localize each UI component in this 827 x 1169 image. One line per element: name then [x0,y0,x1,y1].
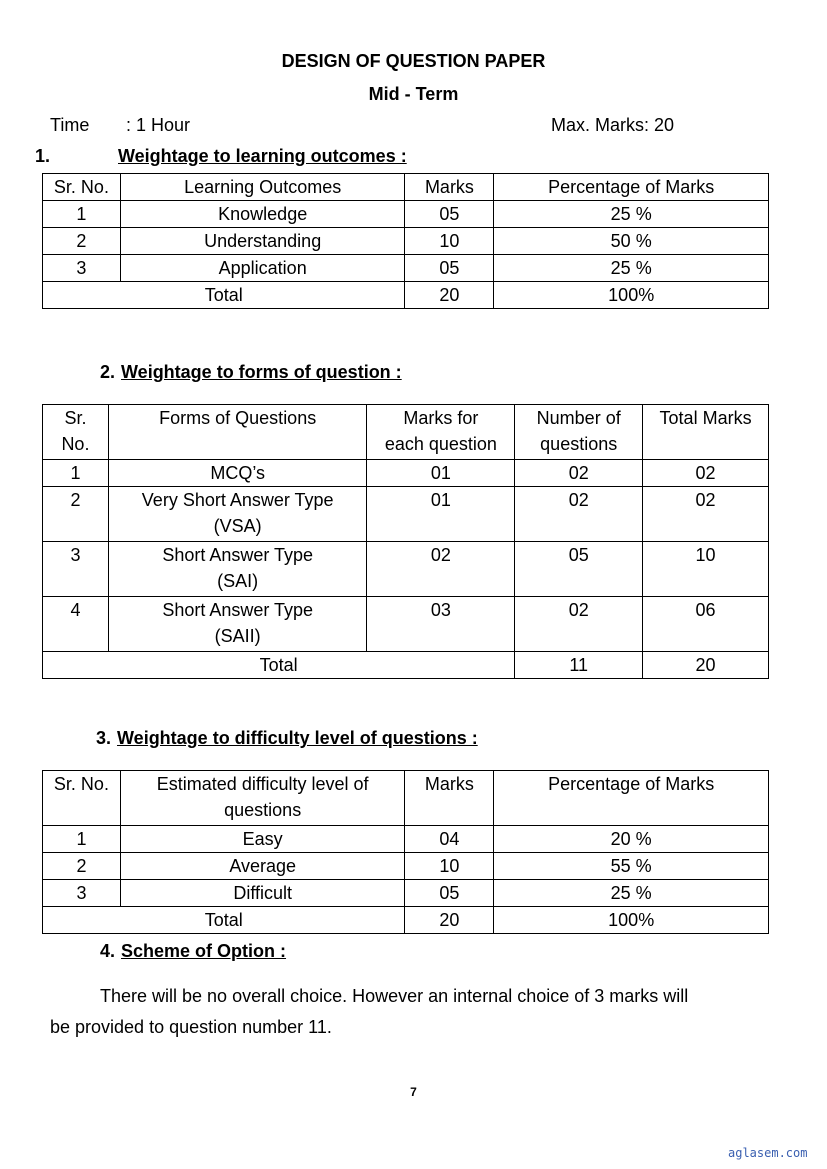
cell: Difficult [120,880,405,907]
cell-line: Short Answer Type [162,545,314,565]
total-percentage: 100% [494,282,769,309]
cell: MCQ’s [108,460,367,487]
table-row [43,853,769,880]
section-2-heading: Weightage to forms of question : [121,362,402,382]
cell: 05 [405,201,494,228]
cell: 02 [515,597,643,652]
cell: Knowledge [120,201,405,228]
cell: 10 [405,228,494,255]
table-row [43,460,769,487]
section-1-number: 1. [35,146,51,166]
header-cell: Sr. No. [43,174,121,201]
cell: 25 % [494,201,769,228]
cell [108,487,367,542]
header-cell: Percentage of Marks [494,771,769,826]
total-marks: 20 [643,652,769,679]
cell-line: Very Short Answer Type [141,490,334,510]
cell: 3 [43,880,121,907]
cell: 55 % [494,853,769,880]
total-row [43,282,769,309]
section-4-heading: Scheme of Option : [121,941,287,961]
cell: Understanding [120,228,405,255]
cell-line: (SAII) [214,626,261,646]
cell: 10 [405,853,494,880]
cell: 06 [643,597,769,652]
cell: 4 [43,597,109,652]
cell: 05 [405,880,494,907]
cell: 2 [43,487,109,542]
total-label: Total [43,282,405,309]
cell-line: (SAI) [217,571,259,591]
cell: Application [120,255,405,282]
cell: 1 [43,826,121,853]
table-row [43,542,769,597]
total-row [43,652,769,679]
cell: 02 [515,487,643,542]
table-header-row [43,405,769,460]
table-header-row [43,771,769,826]
header-cell [515,405,643,460]
cell: 02 [367,542,515,597]
cell [108,542,367,597]
table-row [43,255,769,282]
learning-outcomes-table [42,173,769,309]
cell: 05 [405,255,494,282]
cell: 02 [515,460,643,487]
cell: 02 [643,460,769,487]
cell-line: Short Answer Type [162,600,314,620]
header-sr-line2: No. [61,434,90,454]
section-3-heading: Weightage to difficulty level of questions : [117,728,478,748]
cell: 1 [43,201,121,228]
total-label: Total [43,652,515,679]
header-cell [43,405,109,460]
cell: 03 [367,597,515,652]
header-cell [367,405,515,460]
cell: 20 % [494,826,769,853]
cell [108,597,367,652]
page-subtitle: Mid - Term [368,84,459,104]
header-cell: Marks [405,174,494,201]
header-cell: Total Marks [643,405,769,460]
section-1-heading [118,146,407,167]
section-4-title [100,941,286,962]
header-line: questions [540,434,618,454]
time-value: : 1 Hour [126,115,191,135]
total-marks: 20 [405,907,494,934]
table-row [43,201,769,228]
table-row [43,228,769,255]
table-row [43,880,769,907]
section-3-title [96,728,478,749]
section-2-title [100,362,402,383]
header-cell: Marks [405,771,494,826]
section-2-number: 2. [100,362,116,382]
difficulty-level-table [42,770,769,934]
cell: 04 [405,826,494,853]
header-cell: Sr. No. [43,771,121,826]
section-3-number: 3. [96,728,112,748]
total-percentage: 100% [494,907,769,934]
cell: 02 [643,487,769,542]
page-title: DESIGN OF QUESTION PAPER [281,51,546,71]
scheme-paragraph-line-1: There will be no overall choice. However an internal choice of 3 marks will [100,986,689,1006]
header-line: each question [384,434,497,454]
cell: 50 % [494,228,769,255]
table-row [43,826,769,853]
total-marks: 20 [405,282,494,309]
header-sr-line1: Sr. [64,408,87,428]
header-line: Estimated difficulty level of [156,774,369,794]
forms-of-question-table [42,404,769,679]
cell: 3 [43,542,109,597]
cell: 3 [43,255,121,282]
cell: 2 [43,228,121,255]
cell: Easy [120,826,405,853]
header-cell: Forms of Questions [108,405,367,460]
page-number: 7 [410,1085,417,1099]
cell: 25 % [494,880,769,907]
header-line: questions [224,800,302,820]
table-header-row [43,174,769,201]
table-row [43,597,769,652]
section-4-number: 4. [100,941,116,961]
cell: 10 [643,542,769,597]
cell: 2 [43,853,121,880]
cell: 1 [43,460,109,487]
max-marks: Max. Marks: 20 [551,115,675,135]
cell: 01 [367,460,515,487]
total-questions: 11 [515,652,643,679]
total-label: Total [43,907,405,934]
table-row [43,487,769,542]
cell-line: (VSA) [213,516,262,536]
total-row [43,907,769,934]
watermark: aglasem.com [728,1146,808,1160]
cell: 05 [515,542,643,597]
scheme-paragraph-line-2: be provided to question number 11. [50,1017,332,1037]
header-cell: Learning Outcomes [120,174,405,201]
header-cell [120,771,405,826]
cell: 25 % [494,255,769,282]
cell: Average [120,853,405,880]
time-label: Time [50,115,90,135]
header-line: Number of [536,408,621,428]
section-1-heading-text: Weightage to learning outcomes : [118,146,407,166]
cell: 01 [367,487,515,542]
header-line: Marks for [403,408,479,428]
header-cell: Percentage of Marks [494,174,769,201]
